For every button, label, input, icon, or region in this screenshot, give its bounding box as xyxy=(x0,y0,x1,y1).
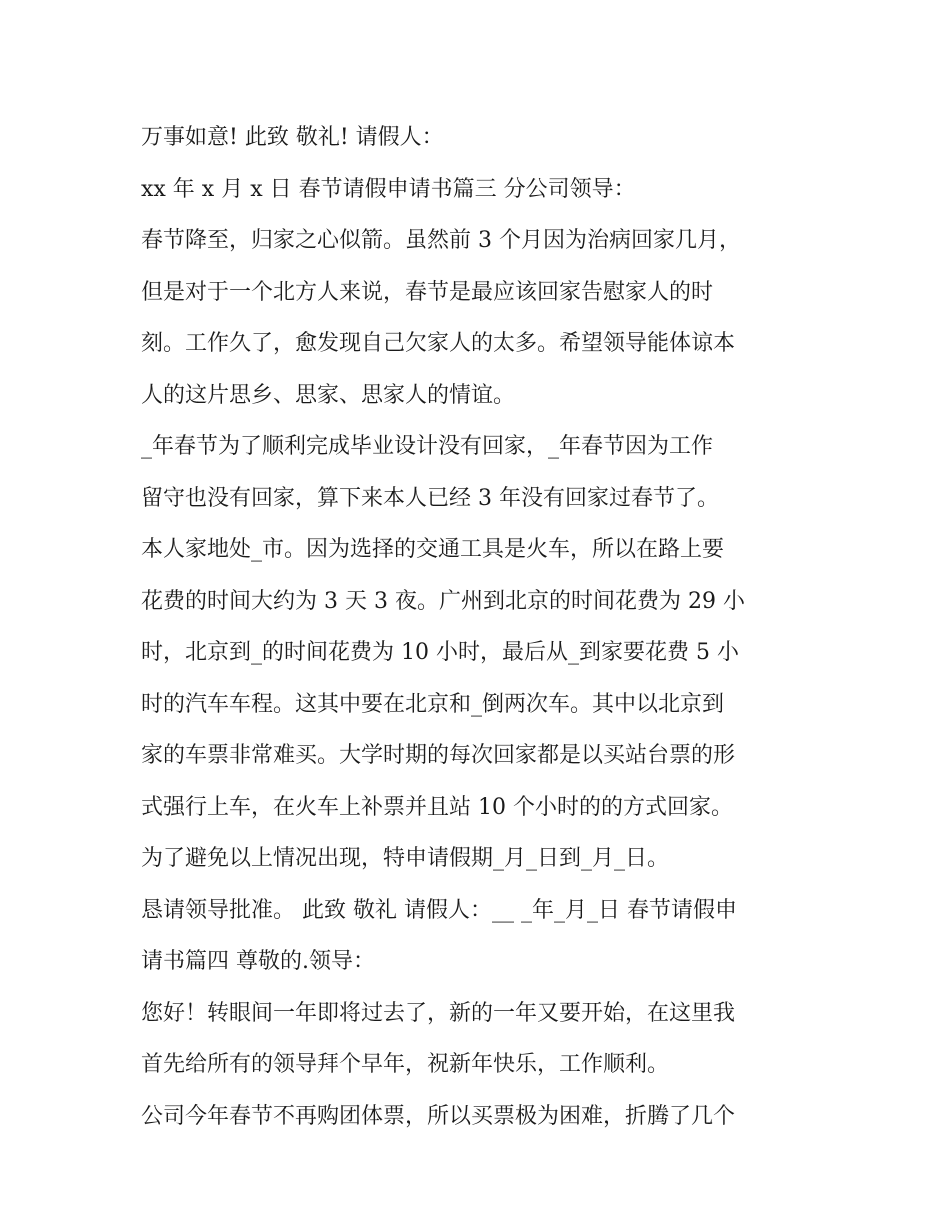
text-line: 首先给所有的领导拜个早年，祝新年快乐，工作顺利。 xyxy=(141,1052,670,1077)
text-line: 式强行上车，在火车上补票并且站 10 个小时的的方式回家。 xyxy=(141,794,733,820)
text-line: 人的这片思乡、思家、思家人的情谊。 xyxy=(141,382,516,408)
text-line: 恳请领导批准。 此致 敬礼 请假人：__ _年_月_日 春节请假申 xyxy=(141,897,737,923)
text-line: 但是对于一个北方人来说，春节是最应该回家告慰家人的时 xyxy=(141,279,714,305)
text-line: 刻。工作久了，愈发现自己欠家人的太多。希望领导能体谅本 xyxy=(141,331,736,356)
text-line: 您好！转眼间一年即将过去了，新的一年又要开始，在这里我 xyxy=(141,1000,736,1026)
text-line: 万事如意! 此致 敬礼! 请假人： xyxy=(141,125,444,150)
text-line: 公司今年春节不再购团体票，所以买票极为困难，折腾了几个 xyxy=(141,1103,736,1129)
text-line: 时，北京到_的时间花费为 10 小时，最后从_到家要花费 5 小 xyxy=(141,640,739,665)
text-line: xx 年 x 月 x 日 春节请假申请书篇三 分公司领导： xyxy=(141,176,636,202)
text-line: 春节降至，归家之心似箭。虽然前 3 个月因为治病回家几月， xyxy=(141,228,741,253)
text-line: 本人家地处_市。因为选择的交通工具是火车，所以在路上要 xyxy=(141,537,725,562)
text-line: 家的车票非常难买。大学时期的每次回家都是以买站台票的形 xyxy=(141,743,736,768)
text-line: 花费的时间大约为 3 天 3 夜。广州到北京的时间花费为 29 小 xyxy=(141,588,745,614)
text-line: 时的汽车车程。这其中要在北京和_倒两次车。其中以北京到 xyxy=(141,691,725,717)
text-line: _年春节为了顺利完成毕业设计没有回家，_年春节因为工作 xyxy=(141,434,714,459)
text-line: 请书篇四 尊敬的.领导： xyxy=(141,949,375,974)
text-line: 留守也没有回家，算下来本人已经 3 年没有回家过春节了。 xyxy=(141,485,719,511)
document-body xyxy=(141,112,821,1142)
text-line: 为了避免以上情况出现，特申请假期_月_日到_月_日。 xyxy=(141,846,670,871)
